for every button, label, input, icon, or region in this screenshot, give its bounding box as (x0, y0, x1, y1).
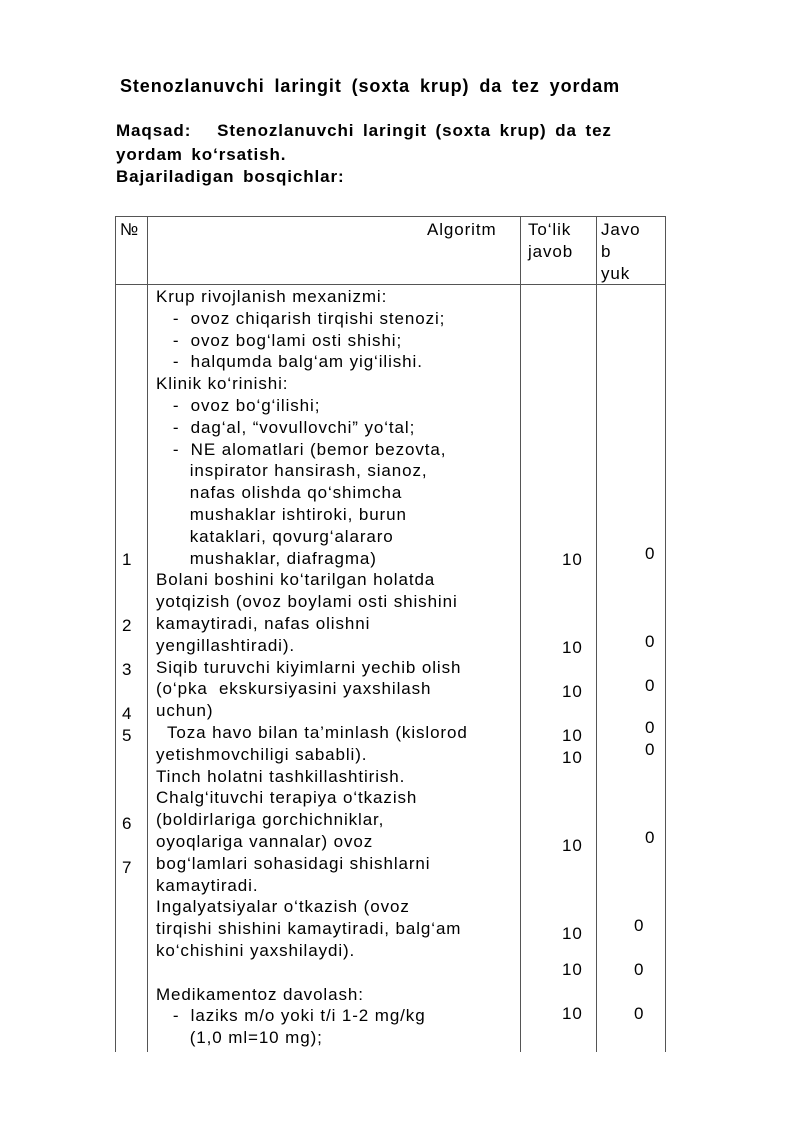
table-divider-algorithm (520, 216, 521, 1052)
full-score: 10 (562, 1004, 583, 1023)
algorithm-line: - NE alomatlari (bemor bezovta, (156, 439, 447, 459)
steps-heading: Bajariladigan bosqichlar: (116, 167, 345, 186)
no-score: 0 (634, 960, 645, 979)
algorithm-line: (boldirlariga gorchichniklar, (156, 810, 385, 830)
algorithm-line: - laziks m/o yoki t/i 1-2 mg/kg (156, 1006, 426, 1026)
row-number: 6 (122, 814, 133, 833)
full-score: 10 (562, 748, 583, 767)
algorithm-line: Bolani boshini ko‘tarilgan holatda (156, 570, 436, 590)
row-number: 3 (122, 660, 133, 679)
no-score: 0 (645, 632, 656, 651)
header-number: № (120, 220, 140, 239)
header-no-answer-line-3: yuk (601, 264, 631, 283)
page-title: Stenozlanuvchi laringit (soxta krup) da tez yordam (120, 76, 621, 96)
algorithm-line: kamaytiradi, nafas olishni (156, 614, 371, 633)
algorithm-line: - dag‘al, “vovullovchi” yo‘tal; (156, 417, 416, 437)
table-left-border (115, 216, 116, 1052)
algorithm-line: Siqib turuvchi kiyimlarni yechib olish (156, 657, 462, 677)
algorithm-line: (1,0 ml=10 mg); (156, 1028, 323, 1048)
no-score: 0 (645, 544, 656, 563)
no-score: 0 (645, 676, 656, 695)
algorithm-line: uchun) (156, 701, 214, 721)
table-header-bottom-border (115, 284, 665, 285)
full-score: 10 (562, 638, 583, 657)
row-number: 5 (122, 726, 133, 745)
header-algorithm: Algoritm (427, 220, 497, 239)
algorithm-line: bog‘lamlari sohasidagi shishlarni (156, 853, 431, 873)
algorithm-line: Chalg‘ituvchi terapiya o‘tkazish (156, 788, 418, 808)
algorithm-line: yotqizish (ovoz boylami osti shishini (156, 592, 458, 612)
algorithm-line: inspirator hansirash, sianoz, (156, 461, 428, 481)
header-no-answer-line-2: b (601, 242, 612, 261)
algorithm-line: - ovoz chiqarish tirqishi stenozi; (156, 308, 446, 328)
row-number: 2 (122, 616, 133, 635)
algorithm-line: Klinik ko‘rinishi: (156, 374, 289, 394)
header-no-answer-line-1: Javo (601, 220, 641, 239)
algorithm-line: kataklari, qovurg‘alararo (156, 526, 394, 546)
algorithm-line: Toza havo bilan ta’minlash (kislorod (156, 723, 468, 742)
algorithm-line: mushaklar, diafragma) (156, 548, 377, 568)
full-score: 10 (562, 682, 583, 701)
algorithm-line: (o‘pka ekskursiyasini yaxshilash (156, 679, 432, 699)
table-right-border (665, 216, 666, 1052)
algorithm-line: tirqishi shishini kamaytiradi, balg‘am (156, 919, 462, 939)
header-full-answer-line-2: javob (528, 242, 574, 261)
algorithm-line: oyoqlariga vannalar) ovoz (156, 832, 374, 851)
header-full-answer-line-1: To‘lik (528, 220, 572, 239)
algorithm-line: yetishmovchiligi sababli). (156, 744, 368, 764)
row-number: 1 (122, 550, 133, 569)
algorithm-line: nafas olishda qo‘shimcha (156, 483, 403, 503)
algorithm-line: Tinch holatni tashkillashtirish. (156, 766, 406, 786)
aim-line-2: yordam ko‘rsatish. (116, 145, 287, 164)
full-score: 10 (562, 960, 583, 979)
algorithm-line: kamaytiradi. (156, 875, 259, 895)
no-score: 0 (634, 1004, 645, 1023)
algorithm-line: - halqumda balg‘am yig‘ilishi. (156, 352, 423, 372)
algorithm-line: yengillashtiradi). (156, 635, 296, 655)
no-score: 0 (645, 828, 656, 847)
aim-line-1: Maqsad: Stenozlanuvchi laringit (soxta krup) da tez (116, 121, 612, 140)
algorithm-line: - ovoz bog‘lami osti shishi; (156, 330, 403, 350)
table-top-border (115, 216, 665, 217)
algorithm-line: - ovoz bo‘g‘ilishi; (156, 396, 321, 415)
algorithm-line: ko‘chishini yaxshilaydi). (156, 941, 356, 960)
row-number: 4 (122, 704, 133, 723)
algorithm-line: Krup rivojlanish mexanizmi: (156, 287, 388, 306)
full-score: 10 (562, 924, 583, 943)
no-score: 0 (634, 916, 645, 935)
full-score: 10 (562, 550, 583, 569)
algorithm-line: Ingalyatsiyalar o‘tkazish (ovoz (156, 897, 410, 917)
algorithm-line: mushaklar ishtiroki, burun (156, 505, 407, 524)
table-divider-full (596, 216, 597, 1052)
full-score: 10 (562, 726, 583, 745)
no-score: 0 (645, 718, 656, 737)
no-score: 0 (645, 740, 656, 759)
algorithm-line: Medikamentoz davolash: (156, 984, 364, 1004)
row-number: 7 (122, 858, 133, 877)
table-divider-no (147, 216, 148, 1052)
full-score: 10 (562, 836, 583, 855)
